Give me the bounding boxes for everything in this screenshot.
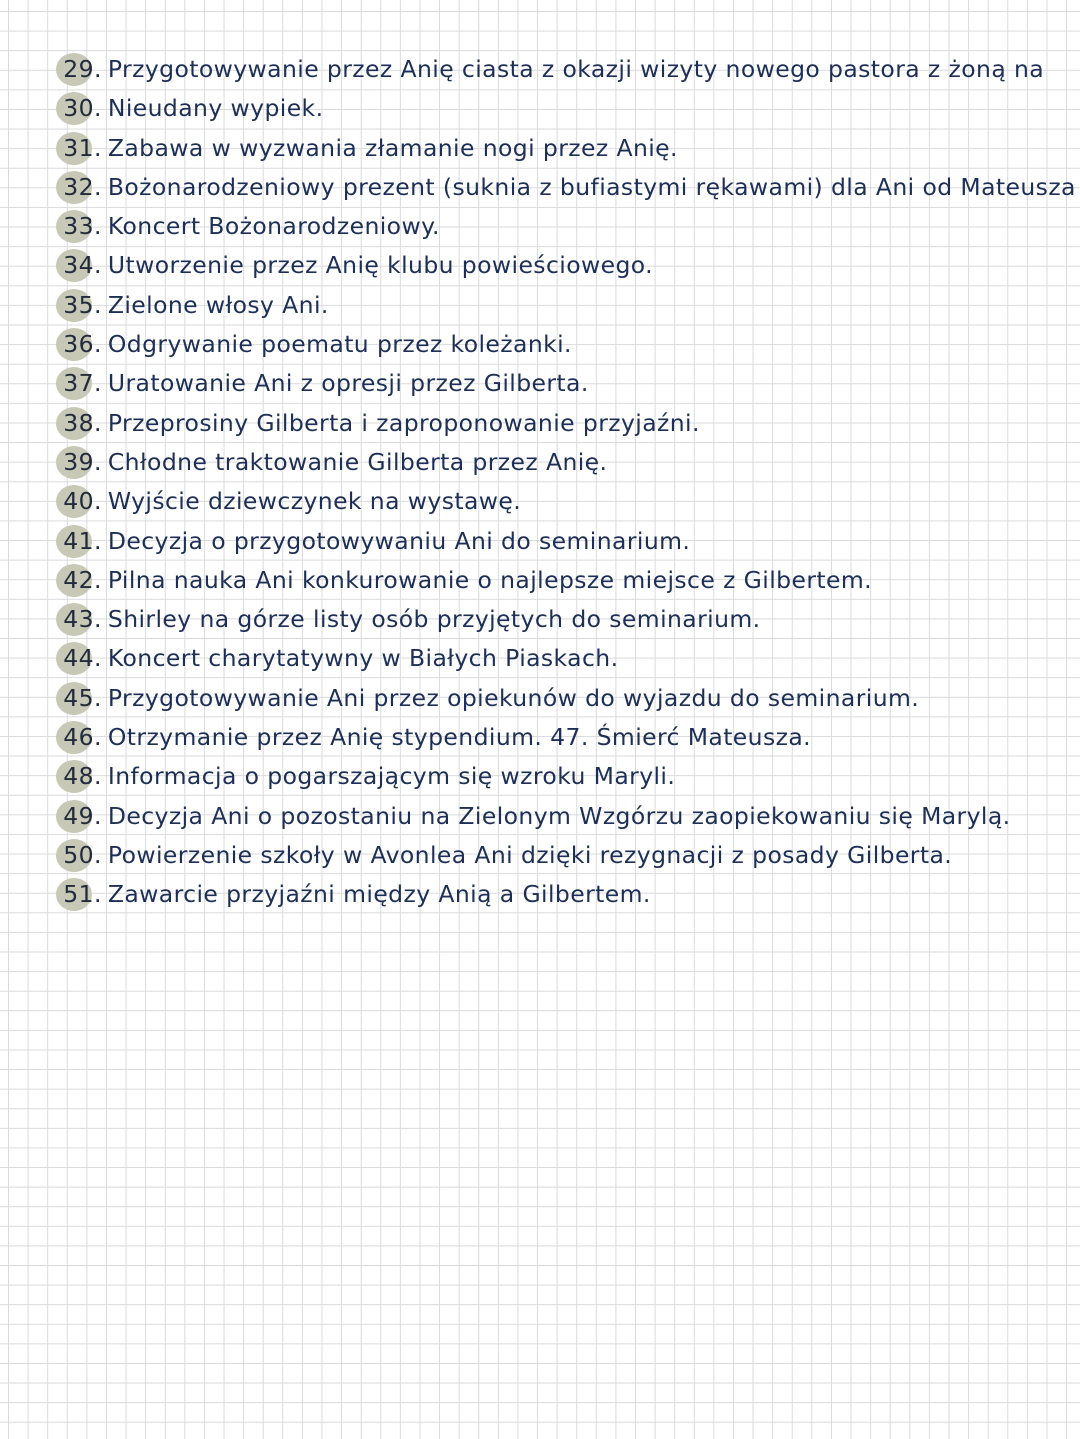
list-item: 50. Powierzenie szkoły w Avonlea Ani dzięki rezygnacji z posady Gilberta. xyxy=(56,836,1080,875)
item-text: Wyjście dziewczynek na wystawę. xyxy=(107,487,522,516)
item-number: 46 xyxy=(63,723,94,752)
item-number: 29 xyxy=(63,55,94,83)
item-number: 34 xyxy=(63,251,94,280)
item-text: Uratowanie Ani z opresji przez Gilberta. xyxy=(107,369,589,398)
item-text: Decyzja Ani o pozostaniu na Zielonym Wzgórzu zaopiekowaniu się Marylą. xyxy=(107,801,1011,830)
list-item: 34. Utworzenie przez Anię klubu powieściowego. xyxy=(56,246,1080,285)
item-text: Powierzenie szkoły w Avonlea Ani dzięki rezygnacji z posady Gilberta. xyxy=(107,840,953,869)
item-text: Koncert charytatywny w Białych Piaskach. xyxy=(107,644,619,673)
list-item: 31. Zabawa w wyzwania złamanie nogi przez Anię. xyxy=(56,129,1080,168)
item-text: Nieudany wypiek. xyxy=(107,94,324,123)
list-item: 37. Uratowanie Ani z opresji przez Gilberta. xyxy=(56,364,1080,403)
item-number: 49 xyxy=(63,801,94,830)
list-item: 30. Nieudany wypiek. xyxy=(56,89,1080,128)
item-number: 41 xyxy=(63,526,94,555)
item-number: 44 xyxy=(63,644,94,673)
item-text: Shirley na górze listy osób przyjętych do seminarium. xyxy=(107,605,761,634)
item-text: Przygotowywanie Ani przez opiekunów do wyjazdu do seminarium. xyxy=(107,683,920,712)
item-number: 45 xyxy=(63,683,94,712)
list-item: 40. Wyjście dziewczynek na wystawę. xyxy=(56,482,1080,521)
list-item: 46. Otrzymanie przez Anię stypendium. 47. Śmierć Mateusza. xyxy=(56,718,1080,757)
item-number: 40 xyxy=(63,487,94,516)
item-number: 36 xyxy=(63,330,94,359)
item-number: 35 xyxy=(63,290,94,319)
event-list xyxy=(56,50,1080,915)
list-item: 39. Chłodne traktowanie Gilberta przez Anię. xyxy=(56,443,1080,482)
item-text: Pilna nauka Ani konkurowanie o najlepsze miejsce z Gilbertem. xyxy=(107,565,873,594)
item-text: Otrzymanie przez Anię stypendium. 47. Śmierć Mateusza. xyxy=(107,723,812,752)
item-text: Odgrywanie poematu przez koleżanki. xyxy=(107,330,572,359)
list-item: 33. Koncert Bożonarodzeniowy. xyxy=(56,207,1080,246)
item-number: 43 xyxy=(63,605,94,634)
item-text: Zabawa w wyzwania złamanie nogi przez Anię. xyxy=(107,133,678,162)
item-number: 37 xyxy=(63,369,94,398)
item-number: 30 xyxy=(63,94,94,123)
item-text: Przeprosiny Gilberta i zaproponowanie przyjaźni. xyxy=(107,408,700,437)
list-item: 32. Bożonarodzeniowy prezent (suknia z bufiastymi rękawami) dla Ani od Mateusza xyxy=(56,168,1080,207)
list-item: 41. Decyzja o przygotowywaniu Ani do seminarium. xyxy=(56,522,1080,561)
item-number: 31 xyxy=(63,133,94,162)
item-number: 39 xyxy=(63,447,94,476)
item-text: Informacja o pogarszającym się wzroku Maryli. xyxy=(107,762,676,791)
item-text: Koncert Bożonarodzeniowy. xyxy=(107,212,440,241)
list-item: 44. Koncert charytatywny w Białych Piaskach. xyxy=(56,639,1080,678)
item-text: Utworzenie przez Anię klubu powieściowego. xyxy=(107,251,654,280)
item-text: Zawarcie przyjaźni między Anią a Gilbertem. xyxy=(107,880,651,909)
list-item: 38. Przeprosiny Gilberta i zaproponowanie przyjaźni. xyxy=(56,404,1080,443)
list-item: 51. Zawarcie przyjaźni między Anią a Gilbertem. xyxy=(56,875,1080,914)
item-number: 51 xyxy=(63,880,94,909)
item-text: Przygotowywanie przez Anię ciasta z okazji wizyty nowego pastora z żoną na xyxy=(107,55,1045,83)
list-item: 36. Odgrywanie poematu przez koleżanki. xyxy=(56,325,1080,364)
item-number: 50 xyxy=(63,840,94,869)
list-item: 49. Decyzja Ani o pozostaniu na Zielonym Wzgórzu zaopiekowaniu się Marylą. xyxy=(56,797,1080,836)
item-number: 38 xyxy=(63,408,94,437)
item-number: 32 xyxy=(63,172,94,201)
list-item: 45. Przygotowywanie Ani przez opiekunów do wyjazdu do seminarium. xyxy=(56,679,1080,718)
item-number: 48 xyxy=(63,762,94,791)
list-item: 48. Informacja o pogarszającym się wzroku Maryli. xyxy=(56,757,1080,796)
item-number: 42 xyxy=(63,565,94,594)
list-item: 42. Pilna nauka Ani konkurowanie o najlepsze miejsce z Gilbertem. xyxy=(56,561,1080,600)
list-item: 29. Przygotowywanie przez Anię ciasta z okazji wizyty nowego pastora z żoną na xyxy=(56,50,1080,89)
item-number: 33 xyxy=(63,212,94,241)
item-text: Chłodne traktowanie Gilberta przez Anię. xyxy=(107,447,608,476)
item-text: Decyzja o przygotowywaniu Ani do seminarium. xyxy=(107,526,691,555)
list-item: 43. Shirley na górze listy osób przyjętych do seminarium. xyxy=(56,600,1080,639)
list-item: 35. Zielone włosy Ani. xyxy=(56,286,1080,325)
item-text: Bożonarodzeniowy prezent (suknia z bufiastymi rękawami) dla Ani od Mateusza xyxy=(107,172,1076,201)
item-text: Zielone włosy Ani. xyxy=(107,290,329,319)
